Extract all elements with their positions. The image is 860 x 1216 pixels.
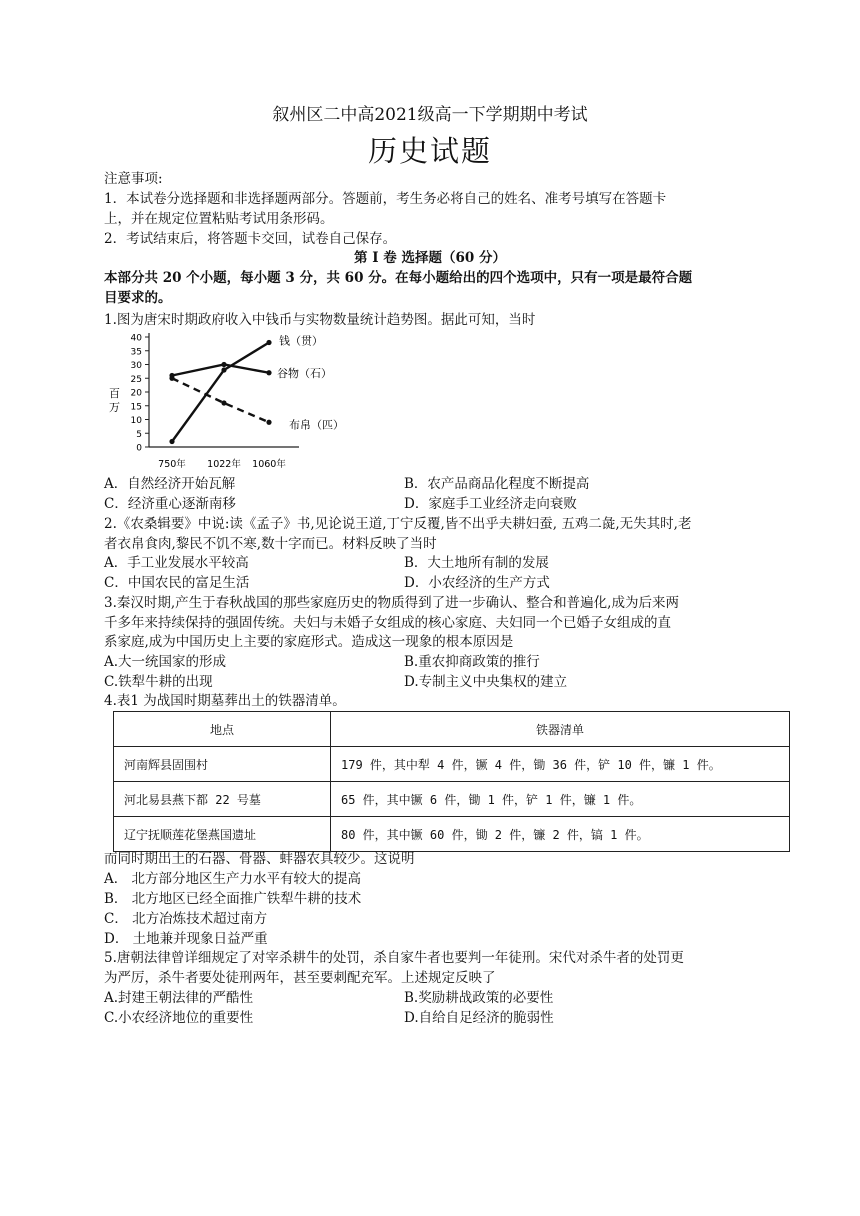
notice-item-1-cont: 上，并在规定位置粘贴考试用条形码。 — [104, 211, 334, 227]
table-header-row — [114, 712, 790, 747]
q3-option-c[interactable]: C.铁犁牛耕的出现 — [104, 674, 213, 690]
series-line — [172, 343, 269, 442]
q1-option-d[interactable]: D．家庭手工业经济走向衰败 — [404, 496, 577, 512]
y-tick-label: 25 — [130, 374, 142, 385]
section-desc-cont: 目要求的。 — [104, 290, 172, 306]
y-tick-label: 40 — [130, 333, 142, 344]
x-tick-label: 750年 — [158, 459, 186, 470]
exam-title: 叙州区二中高2021级高一下学期期中考试 — [272, 105, 588, 125]
section-title: 第 I 卷 选择题（60 分） — [354, 250, 506, 266]
table-cell-list: 65 件，其中镢 6 件，锄 1 件，铲 1 件，镰 1 件。 — [331, 782, 790, 817]
series-label: 钱（贯） — [279, 334, 323, 348]
table-cell-list: 179 件，其中犁 4 件，镢 4 件，锄 36 件，铲 10 件，镰 1 件。 — [331, 747, 790, 782]
q3-stem: 3.秦汉时期,产生于春秋战国的那些家庭历史的物质得到了进一步确认、整合和普遍化,成为后来两 — [104, 595, 679, 611]
q5-option-d[interactable]: D.自给自足经济的脆弱性 — [404, 1010, 554, 1026]
q4-stem: 4.表1 为战国时期墓葬出土的铁器清单。 — [104, 693, 346, 709]
q3-option-b[interactable]: B.重农抑商政策的推行 — [404, 654, 540, 670]
y-axis-label: 百 — [109, 387, 120, 400]
table-row — [114, 817, 790, 852]
q4-option-c[interactable]: C． 北方冶炼技术超过南方 — [104, 911, 268, 927]
data-point — [221, 362, 226, 367]
data-point — [169, 439, 174, 444]
table-header-list: 铁器清单 — [331, 712, 790, 747]
x-tick-label: 1060年 — [252, 459, 286, 470]
q2-option-a[interactable]: A．手工业发展水平较高 — [104, 555, 249, 571]
q3-option-a[interactable]: A.大一统国家的形成 — [104, 654, 227, 670]
section-desc: 本部分共 20 个小题，每小题 3 分，共 60 分。在每小题给出的四个选项中，只有一项是最符合题 — [104, 270, 693, 286]
table-cell-location: 河南辉县固围村 — [114, 747, 331, 782]
q2-option-b[interactable]: B．大土地所有制的发展 — [404, 555, 549, 571]
q3-option-d[interactable]: D.专制主义中央集权的建立 — [404, 674, 568, 690]
table-header-location: 地点 — [114, 712, 331, 747]
table-row — [114, 782, 790, 817]
y-tick-label: 15 — [130, 402, 142, 413]
data-point — [266, 340, 271, 345]
table-row — [114, 747, 790, 782]
y-tick-label: 10 — [130, 416, 142, 426]
data-point — [266, 420, 271, 425]
data-point — [266, 370, 271, 375]
y-tick-label: 35 — [130, 347, 142, 358]
subject-title: 历史试题 — [367, 134, 492, 168]
x-tick-label: 1022年 — [207, 459, 241, 470]
q3-stem-cont-1: 千多年来持续保持的强固传统。夫妇与未婚子女组成的核心家庭、夫妇同一个已婚子女组成的直 — [104, 615, 671, 631]
q1-line-chart — [104, 325, 354, 475]
q2-stem: 2.《农桑辑要》中说:读《孟子》书,见论说王道,丁宁反覆,皆不出乎夫耕妇蚕, 五鸡二彘,无失其时,老 — [104, 516, 692, 532]
y-tick-label: 30 — [130, 361, 142, 371]
y-axis-label: 万 — [109, 401, 120, 414]
notice-item-1: 1．本试卷分选择题和非选择题两部分。答题前，考生务必将自己的姓名、准考号填写在答题卡 — [104, 191, 667, 207]
q4-option-b[interactable]: B． 北方地区已经全面推广铁犁牛耕的技术 — [104, 891, 362, 907]
notice-heading: 注意事项: — [104, 171, 163, 187]
data-point — [221, 367, 226, 372]
q5-option-c[interactable]: C.小农经济地位的重要性 — [104, 1010, 254, 1026]
series-label: 布帛（匹） — [289, 418, 344, 432]
q4-option-d[interactable]: D． 土地兼并现象日益严重 — [104, 931, 268, 947]
data-point — [169, 376, 174, 381]
q4-iron-table — [113, 711, 790, 852]
y-tick-label: 0 — [136, 443, 142, 454]
notice-item-2: 2．考试结束后，将答题卡交回，试卷自己保存。 — [104, 231, 397, 247]
q4-option-a[interactable]: A． 北方部分地区生产力水平有较大的提高 — [104, 871, 362, 887]
series-line — [172, 378, 269, 422]
q1-stem: 1.图为唐宋时期政府收入中钱币与实物数量统计趋势图。据此可知，当时 — [104, 312, 536, 328]
q1-option-c[interactable]: C．经济重心逐渐南移 — [104, 496, 236, 512]
q4-after-text: 而同时期出土的石器、骨器、蚌器农具较少。这说明 — [104, 851, 415, 867]
q1-option-a[interactable]: A．自然经济开始瓦解 — [104, 476, 236, 492]
table-cell-location: 河北易县燕下都 22 号墓 — [114, 782, 331, 817]
q5-stem-cont: 为严厉，杀牛者要处徒刑两年，甚至要刺配充军。上述规定反映了 — [104, 970, 496, 986]
q1-option-b[interactable]: B．农产品商品化程度不断提高 — [404, 476, 590, 492]
data-point — [221, 400, 226, 405]
table-cell-list: 80 件，其中镢 60 件，锄 2 件，镰 2 件，镐 1 件。 — [331, 817, 790, 852]
q3-stem-cont-2: 系家庭,成为中国历史上主要的家庭形式。造成这一现象的根本原因是 — [104, 634, 514, 650]
q2-option-d[interactable]: D．小农经济的生产方式 — [404, 575, 550, 591]
q5-option-b[interactable]: B.奖励耕战政策的必要性 — [404, 990, 554, 1006]
series-label: 谷物（石） — [277, 366, 332, 380]
y-tick-label: 20 — [130, 388, 142, 399]
q5-stem: 5.唐朝法律曾详细规定了对宰杀耕牛的处罚，杀自家牛者也要判一年徒刑。宋代对杀牛者的处罚更 — [104, 950, 684, 966]
table-cell-location: 辽宁抚顺莲花堡燕国遗址 — [114, 817, 331, 852]
q2-stem-cont: 者衣帛食肉,黎民不饥不寒,数十字而已。材料反映了当时 — [104, 536, 437, 552]
q2-option-c[interactable]: C．中国农民的富足生活 — [104, 575, 250, 591]
y-tick-label: 5 — [136, 429, 142, 440]
q5-option-a[interactable]: A.封建王朝法律的严酷性 — [104, 990, 254, 1006]
